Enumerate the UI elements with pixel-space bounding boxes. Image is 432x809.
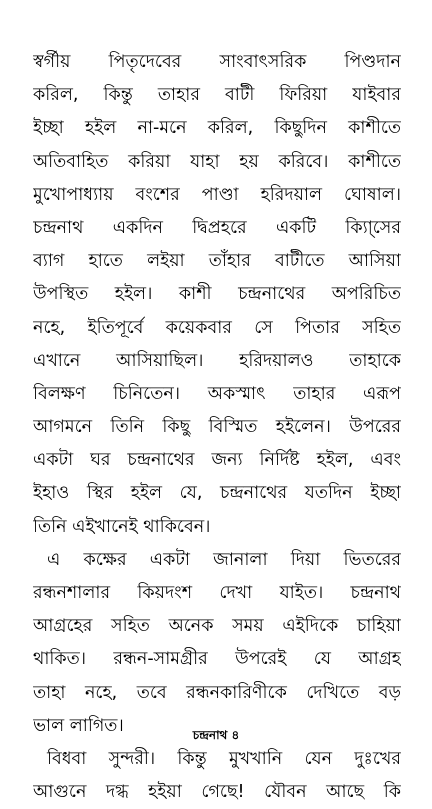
text-line: মুখোপাধ্যায় বংশের পাণ্ডা হরিদয়াল ঘোষাল। (33, 184, 401, 205)
text-line: তিনি এইখানেই থাকিবেন। (33, 516, 211, 537)
text-line: আগুনে দগ্ধ হইয়া গেছে! যৌবন আছে কি (33, 782, 401, 803)
text-line: বিধবা সুন্দরী। কিন্তু মুখখানি যেন দুঃখের (47, 748, 401, 769)
body-text (33, 46, 401, 809)
text-line: থাকিত। রন্ধন-সামগ্রীর উপরেই যে আগ্রহ (33, 649, 401, 670)
text-line: চন্দ্রনাথ একদিন দ্বিপ্রহরে একটি ক্যা্িসের (33, 217, 401, 238)
text-line: অতিবাহিত করিয়া যাহা হয় করিবে। কাশীতে (33, 151, 401, 172)
running-footer: চন্দ্রনাথ ৪ (192, 728, 240, 742)
text-line: আগ্রহের সহিত অনেক সময় এইদিকে চাহিয়া (33, 616, 401, 637)
text-line: একটা ঘর চন্দ্রনাথের জন্য নির্দিষ্ট হইল, এবং (33, 450, 401, 471)
text-line: ইচ্ছা হইল না-মনে করিল, কিছুদিন কাশীতে (33, 118, 401, 139)
text-line: বিলক্ষণ চিনিতেন। অকস্মাৎ তাহার এরূপ (33, 383, 401, 404)
text-line: রন্ধনশালার কিয়দংশ দেখা যাইত। চন্দ্রনাথ (33, 583, 401, 603)
text-line: করিল, কিন্তু তাহার বাটী ফিরিয়া যাইবার (33, 85, 401, 106)
text-line: স্বর্গীয় পিতৃদেবের সাংবাৎসরিক পিণ্ডদান (33, 52, 401, 72)
text-line: ব্যাগ হাতে লইয়া তাঁহার বাটীতে আসিয়া (33, 251, 401, 272)
text-line: আগমনে তিনি কিছু বিস্মিত হইলেন। উপরের (33, 417, 401, 438)
text-line: ভাল লাগিত। (33, 715, 124, 736)
text-line: নহে, ইতিপূর্বে কয়েকবার সে পিতার সহিত (33, 317, 401, 338)
text-line: এ কক্ষের একটা জানালা দিয়া ভিতরের (47, 549, 401, 570)
text-line: তাহা নহে, তবে রন্ধনকারিণীকে দেখিতে বড় (33, 682, 401, 703)
text-line: এখানে আসিয়াছিল। হরিদয়ালও তাহাকে (33, 350, 401, 371)
text-line: ইহাও স্থির হইল যে, চন্দ্রনাথের যতদিন ইচ্ছা (33, 483, 401, 504)
text-line: উপস্থিত হইল। কাশী চন্দ্রনাথের অপরিচিত (33, 284, 401, 305)
